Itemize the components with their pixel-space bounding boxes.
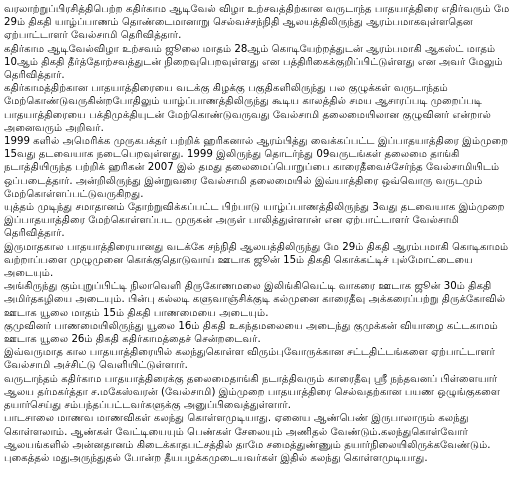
paragraph-4: 1999 களில் அமெரிக்க முருகபக்தர் பற்றிக் ஹரிகனால் ஆரம்பித்து வைக்கப்பட்ட இப்பாதயாத்திரை இம்முறை 15வது தடவையாக நடைபெறவுள்ளது. 1999 இலிருந்து தொடர்ந்து 09வருடங்கள் தலைமை தாங்கி நடாத்தியிருந்த பற்றிக் ஹரிகன் 2007 இல் தமது தலைமைப்பொறுப்பை காரைதீவைச்சேர்ந்த வேல்சாமியிடம் ஒப்படைத்தார். அன்றிலிருந்து இன்றுவரை வேல்சாமி தலைமையில் இவ்யாத்திரை ஒவ்வொரு வருடமும் மேற்கொள்ளப்பட்டுவருகிறது. [4,136,509,200]
paragraph-2: கதிர்காம ஆடிவேல்விழா உற்சவம் ஜூலை மாதம் 28ஆம் கொடியேற்றத்துடன் ஆரம்பமாகி ஆகஸ்ட் மாதம் 10ஆம் திகதி தீர்த்தோற்சவத்துடன் நிறைவுபெறவுள்ளது என பத்திரிகைக்குறிப்பிட்டுள்ளது என அவர் மேலும் தெரிவித்தார். [4,43,503,82]
paragraph-7: அங்கிருந்து கும்புறுப்பிட்டி நிலாவெளி திருகோணமலை இலிங்கிவெட்டி வாகரை ஊடாக ஜூன் 30ம் திகதி அமிர்தகழியை அடையும். பின்பு கல்லடி களுவாஞ்சிக்குடி கல்முனை காரைதீவு அக்கரைப்பற்று திருக்கோவில் ஊடாக யூலை மாதம் 15ம் திகதி பாணமையை அடையும். [4,281,506,319]
paragraph-10: வருடாந்தம் கதிர்காம பாதயாத்திரைக்கு தலைமைதாங்கி நடாத்திவரும் காரைதீவு ஸ்ரீ நந்தவனப் பிள்ளையார் ஆலய தர்மகர்த்தா ச.மகேஸ்வரன் (வேல்சாமி) இம்முறை பாதயாத்திரை செல்வதற்கான பயண ஒழுங்குகளை தயார்செய்து சம்பந்தப்பட்டவர்களுக்கு அனுப்பிவைத்துள்ளார். [4,373,501,412]
paragraph-3: கதிர்காமத்திற்கான பாதயாத்திரையை வடக்கு கிழக்கு பகுதிகளிலிருந்து பல குழுக்கள் வருடாந்தம் மேற்கொண்டுவருகின்றபோதிலும் யாழ்ப்பாணத்திலிருந்து கூடிய காலத்தில் சமய ஆசாரப்படி முறைப்படி பாதயாத்திரையை பக்திமுக்தியுடன் மேற்கொண்டுவருவது வேல்சாமி தலைமையிலான குழுவினர் என்றால் அனைவரும் அறிவர். [4,83,491,134]
paragraph-9: இவ்வருமாத கால பாதயாத்திரையில் கலந்துகொள்ள விரும்புவோருக்கான சட்டதிட்டங்களை ஏற்பாட்டாளர் வேல்சாமி அச்சிட்டு வெளியிட்டுள்ளார். [4,347,495,372]
article-body [4,3,517,465]
paragraph-6: இருமாதகால பாதயாத்திரையானது வடக்கே சந்நிதி ஆலயத்திலிருந்து மே 29ம் திகதி ஆரம்பமாகி கொடிகாமம் வற்றாப்பளை முழுமுனை கொக்குதொடுவாய் ஊடாக ஜூன் 15ம் திகதி கொக்கட்டிச் புல்மோட்டையை அடையும். [4,241,509,280]
paragraph-11: பாடசாலை மாணவ மாணவிகள் கலந்து கொள்ளமுடியாது. ஏனைய ஆண்பெண் இருபாலாரும் கலந்து கொள்ளலாம். ஆண்கள் வேட்டியையும் பெண்கள் சேலையும் அணிதல் வேண்டும்.கலந்துகொள்வோர் ஆலயங்களில் அன்னதானம் கிடைக்காதபட்சத்தில் தாமே சமைத்துண்ணும் தயார்நிலையிலிருக்கவேண்டும். புகைத்தல் மதுஅருந்துதல் போன்ற தீயபழக்கமுடையவர்கள் இதில் கலந்து கொள்ளமுடியாது. [4,413,491,464]
paragraph-5: யுத்தம் முடிந்து சமாதானம் தோற்றுவிக்கப்பட்ட பிற்பாடு யாழ்ப்பாணத்திலிருந்து 3வது தடவையாக இம்முறை இப்பாதயாத்திரை மேற்கொள்ளப்பட முருகன் அருள் பாலித்துள்ளான் என ஏற்பாட்டாளர் வேல்சாமி தெரிவித்தார். [4,202,505,240]
paragraph-1: வரலாற்றுப்பிரசித்திபெற்ற கதிர்காம ஆடிவேல் விழா உற்சவத்திற்கான வருடாந்த பாதயாத்திரை எதிர்வரும் மே 29ம் திகதி யாழ்ப்பாணம் தொண்டைமானாறு செல்வச்சந்நிதி ஆலயத்திலிருந்து ஆரம்பமாகவுள்ளதென ஏற்பாட்டாளர் வேல்சாமி தெரிவித்தார். [4,4,510,42]
paragraph-8: குமுவினர் பாணமையிலிருந்து யூலை 16ம் திகதி உகந்தமலையை அடைந்து குமுக்கன் வியாழை கட்டகாமம் ஊடாக யூலை 26ம் திகதி கதிர்காமத்தைச் சென்றடைவர். [4,320,498,346]
